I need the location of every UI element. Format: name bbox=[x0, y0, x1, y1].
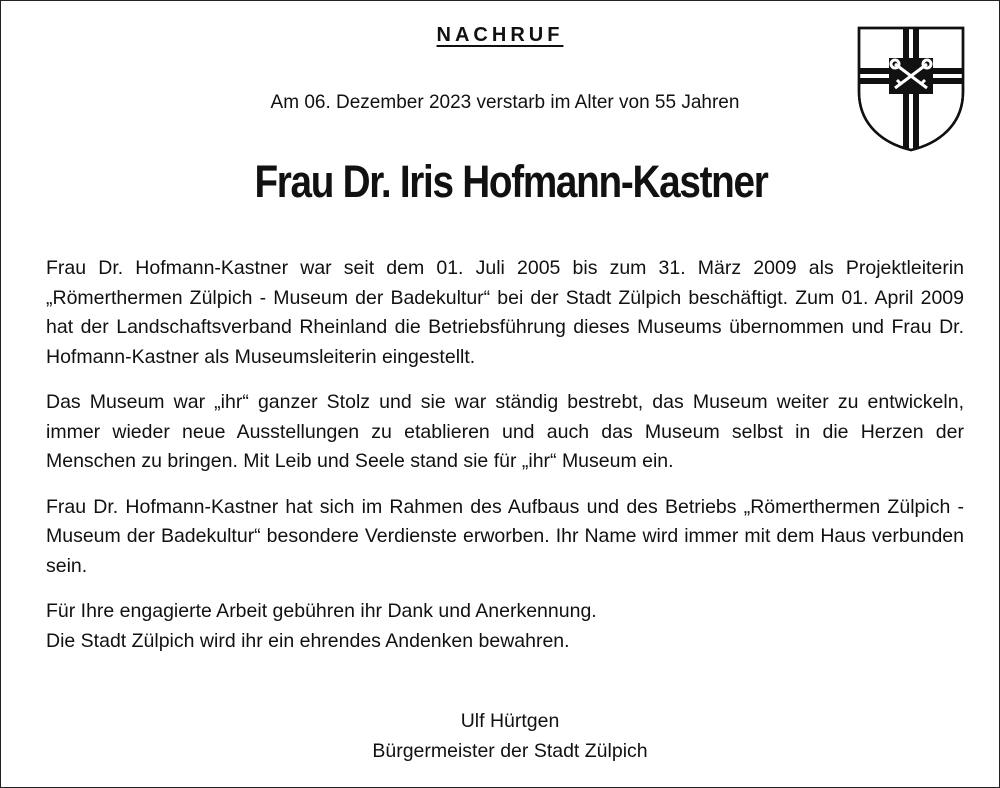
body-paragraph: Frau Dr. Hofmann-Kastner war seit dem 01. Juli 2005 bis zum 31. März 2009 als Projektleiterin „Römerthermen Zülpich - Museum der Badekultur“ bei der Stadt Zülpich beschäftigt. Zum 01. April 2009 hat der Landschaftsverband Rheinland die Betriebsführung dieses Museums übernommen und Frau Dr. Hofmann-Kastner als Museumsleiterin eingestellt. bbox=[46, 257, 964, 368]
notice-intro: Am 06. Dezember 2023 verstarb im Alter von 55 Jahren bbox=[270, 92, 740, 113]
coat-of-arms-icon bbox=[857, 26, 965, 152]
body-paragraph: Das Museum war „ihr“ ganzer Stolz und sie war ständig bestrebt, das Museum weiter zu entwickeln, immer wieder neue Ausstellungen zu etablieren und auch das Museum selbst in die Herzen der Menschen zu bringen. Mit Leib und Seele stand sie für „ihr“ Museum ein. bbox=[46, 391, 964, 472]
notice-heading: NACHRUF bbox=[436, 24, 564, 46]
signature-block bbox=[0, 706, 1000, 766]
signatory-title: Bürgermeister der Stadt Zülpich bbox=[372, 740, 648, 762]
closing-line: Für Ihre engagierte Arbeit gebühren ihr Dank und Anerkennung. bbox=[46, 600, 597, 622]
notice-body bbox=[46, 254, 964, 656]
closing-line: Die Stadt Zülpich wird ihr ein ehrendes Andenken bewahren. bbox=[46, 629, 570, 652]
signatory-name: Ulf Hürtgen bbox=[460, 710, 560, 732]
body-paragraph: Frau Dr. Hofmann-Kastner hat sich im Rahmen des Aufbaus und des Betriebs „Römerthermen Zülpich - Museum der Badekultur“ besondere Verdienste erworben. Ihr Name wird immer mit dem Haus verbunden sein. bbox=[46, 495, 964, 577]
deceased-name: Frau Dr. Iris Hofmann-Kastner bbox=[254, 156, 768, 207]
